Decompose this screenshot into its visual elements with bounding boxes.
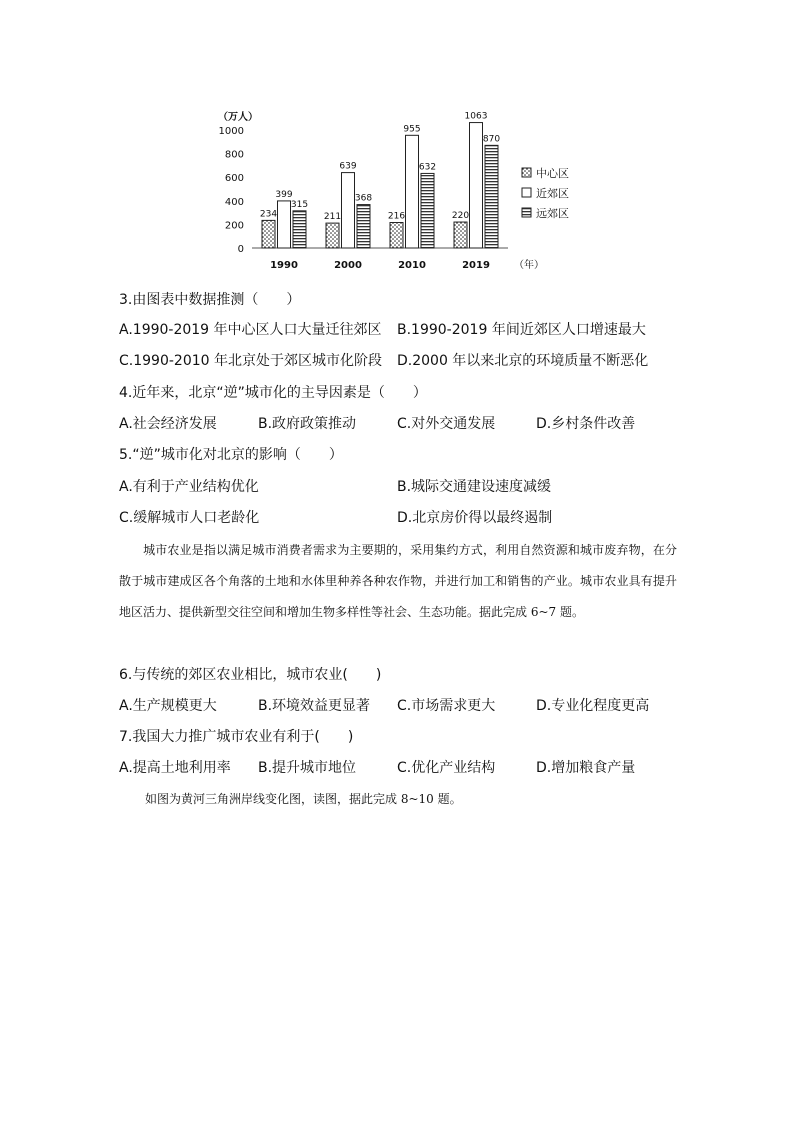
q3-option-d: D.2000 年以来北京的环境质量不断恶化 [397,353,649,369]
legend-label: 近郊区 [536,187,569,200]
q7-option-a: A.提高土地利用率 [119,760,231,776]
bar-中心区 [390,223,403,248]
q4-option-a: A.社会经济发展 [119,416,217,432]
bar-data-label: 632 [418,162,437,173]
x-tick-label: 2010 [398,260,426,271]
legend-swatch [522,168,531,177]
bar-中心区 [262,220,275,248]
bar-远郊区 [293,211,306,248]
x-tick-label: 2000 [334,260,362,271]
y-tick-label: 200 [224,220,244,232]
bar-data-label: 220 [451,211,470,222]
q7-option-c: C.优化产业结构 [397,760,496,776]
x-tick-label: 1990 [270,260,298,271]
q7-stem: 7.我国大力推广城市农业有利于( ) [119,729,354,745]
bar-data-label: 639 [339,161,357,172]
q6-option-b: B.环境效益更显著 [258,698,371,714]
bar-data-label: 368 [354,193,373,204]
legend-label: 中心区 [536,167,569,180]
passage-text: 城市农业是指以满足城市消费者需求为主要期的，采用集约方式，利用自然资源和城市废弃物，在分散于城市建成区各个角落的土地和水体里种养各种农作物，并进行加工和销售的产业。城市农业具有提升地区活力、提供新型交往空间和增加生物多样性等社会、生态功能。据此完成 6~7 题。 [119,543,677,619]
legend-swatch [522,208,531,217]
bar-data-label: 211 [323,212,342,223]
bar-近郊区 [342,173,355,248]
q5-option-d: D.北京房价得以最终遏制 [397,510,553,526]
q3-option-a: A.1990-2019 年中心区人口大量迁往郊区 [119,322,382,338]
bar-中心区 [454,222,467,248]
y-axis-label: （万人） [218,112,258,123]
y-tick-label: 600 [224,173,244,185]
passage-urban-agriculture [119,535,677,628]
bar-远郊区 [357,205,370,248]
bar-data-label: 399 [275,189,293,200]
x-tick-label: 2019 [462,260,490,271]
bar-data-label: 1063 [464,111,488,122]
intro-questions-8-10: 如图为黄河三角洲岸线变化图，读图，据此完成 8~10 题。 [145,792,462,806]
q5-option-b: B.城际交通建设速度减缓 [397,479,552,495]
y-tick-label: 0 [237,244,244,255]
q3-stem: 3.由图表中数据推测（ ） [119,292,301,308]
q7-option-d: D.增加粮食产量 [536,760,636,776]
q6-option-a: A.生产规模更大 [119,698,217,714]
q7-option-b: B.提升城市地位 [258,760,357,776]
bar-远郊区 [421,173,434,248]
bar-data-label: 234 [259,209,278,220]
chart-svg [214,100,584,278]
q4-option-b: B.政府政策推动 [258,416,357,432]
q6-option-d: D.专业化程度更高 [536,698,650,714]
population-bar-chart [214,100,584,278]
legend-label: 远郊区 [536,207,569,220]
bar-data-label: 870 [482,134,501,145]
y-tick-label: 1000 [218,126,244,137]
y-tick-label: 400 [224,196,244,208]
q6-option-c: C.市场需求更大 [397,698,496,714]
bar-data-label: 315 [290,199,309,210]
q3-option-b: B.1990-2019 年间近郊区人口增速最大 [397,322,646,338]
q5-option-c: C.缓解城市人口老龄化 [119,510,260,526]
q4-option-d: D.乡村条件改善 [536,416,636,432]
bar-近郊区 [470,123,483,248]
x-axis-label: （年） [514,260,544,271]
q4-stem: 4.近年来，北京“逆”城市化的主导因素是（ ） [119,385,427,401]
q3-option-c: C.1990-2010 年北京处于郊区城市化阶段 [119,353,382,369]
legend-swatch [522,188,531,197]
y-tick-label: 800 [224,149,244,161]
q5-option-a: A.有利于产业结构优化 [119,479,259,495]
bar-近郊区 [278,201,291,248]
bar-data-label: 216 [387,211,406,222]
q4-option-c: C.对外交通发展 [397,416,496,432]
bar-近郊区 [406,135,419,248]
bar-远郊区 [485,145,498,248]
bar-data-label: 955 [403,124,421,135]
q5-stem: 5.“逆”城市化对北京的影响（ ） [119,447,343,463]
q6-stem: 6.与传统的郊区农业相比，城市农业( ) [119,667,382,683]
bar-中心区 [326,223,339,248]
